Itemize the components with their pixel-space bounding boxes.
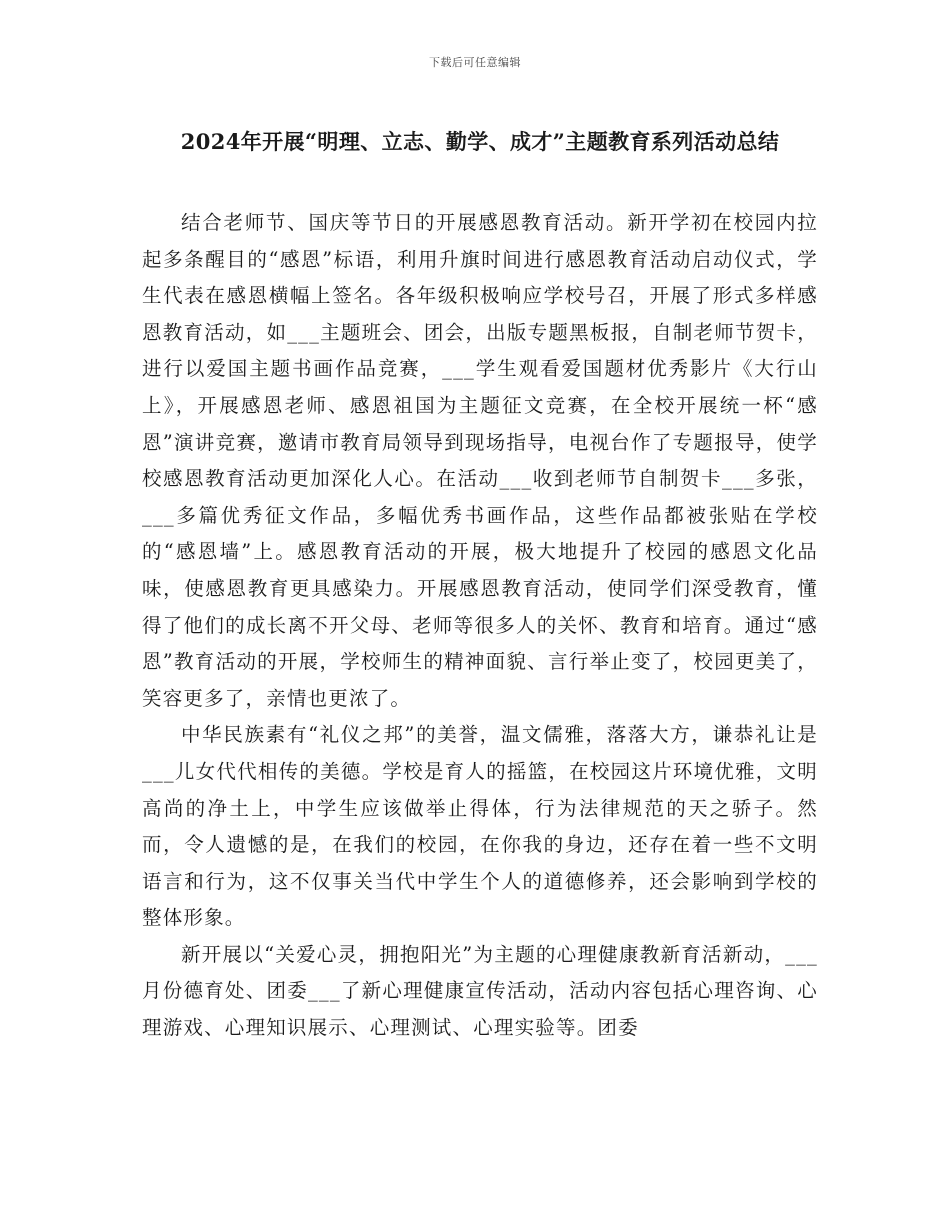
paragraph-etiquette: 中华民族素有“礼仪之邦”的美誉，温文儒雅，落落大方，谦恭礼让是___儿女代代相传的美德。学校是育人的摇篮，在校园这片环境优雅，文明高尚的净土上，中学生应该做举止得体，行为法律规范的天之骄子。然而，令人遗憾的是，在我们的校园，在你我的身边，还存在着一些不文明语言和行为，这不仅事关当代中学生个人的道德修养，还会影响到学校的整体形象。: [142, 723, 818, 930]
paragraph-gratitude-education: 结合老师节、国庆等节日的开展感恩教育活动。新开学初在校园内拉起多条醒目的“感恩”标语，利用升旗时间进行感恩教育活动启动仪式，学生代表在感恩横幅上签名。各年级积极响应学校号召，开展了形式多样感恩教育活动，如___主题班会、团会，出版专题黑板报，自制老师节贺卡，进行以爱国主题书画作品竞赛，___学生观看爱国题材优秀影片《大行山上》，开展感恩老师、感恩祖国为主题征文竞赛，在全校开展统一杯“感恩”演讲竞赛，邀请市教育局领导到现场指导，电视台作了专题报导，使学校感恩教育活动更加深化人心。在活动___收到老师节自制贺卡___多张，___多篇优秀征文作品，多幅优秀书画作品，这些作品都被张贴在学校的“感恩墙”上。感恩教育活动的开展，极大地提升了校园的感恩文化品味，使感恩教育更具感染力。开展感恩教育活动，使同学们深受教育，懂得了他们的成长离不开父母、老师等很多人的关怀、教育和培育。通过“感恩”教育活动的开展，学校师生的精神面貌、言行举止变了，校园更美了，笑容更多了，亲情也更浓了。: [142, 211, 818, 710]
document-body: [142, 205, 818, 1047]
document-title: 2024年开展“明理、立志、勤学、成才”主题教育系列活动总结: [180, 129, 780, 154]
page-header-note: 下载后可任意编辑: [429, 56, 521, 69]
paragraph-mental-health: 新开展以“关爱心灵，拥抱阳光”为主题的心理健康教新育活新动，___月份德育处、团委___了新心理健康宣传活动，活动内容包括心理咨询、心理游戏、心理知识展示、心理测试、心理实验等。团委: [142, 942, 818, 1040]
